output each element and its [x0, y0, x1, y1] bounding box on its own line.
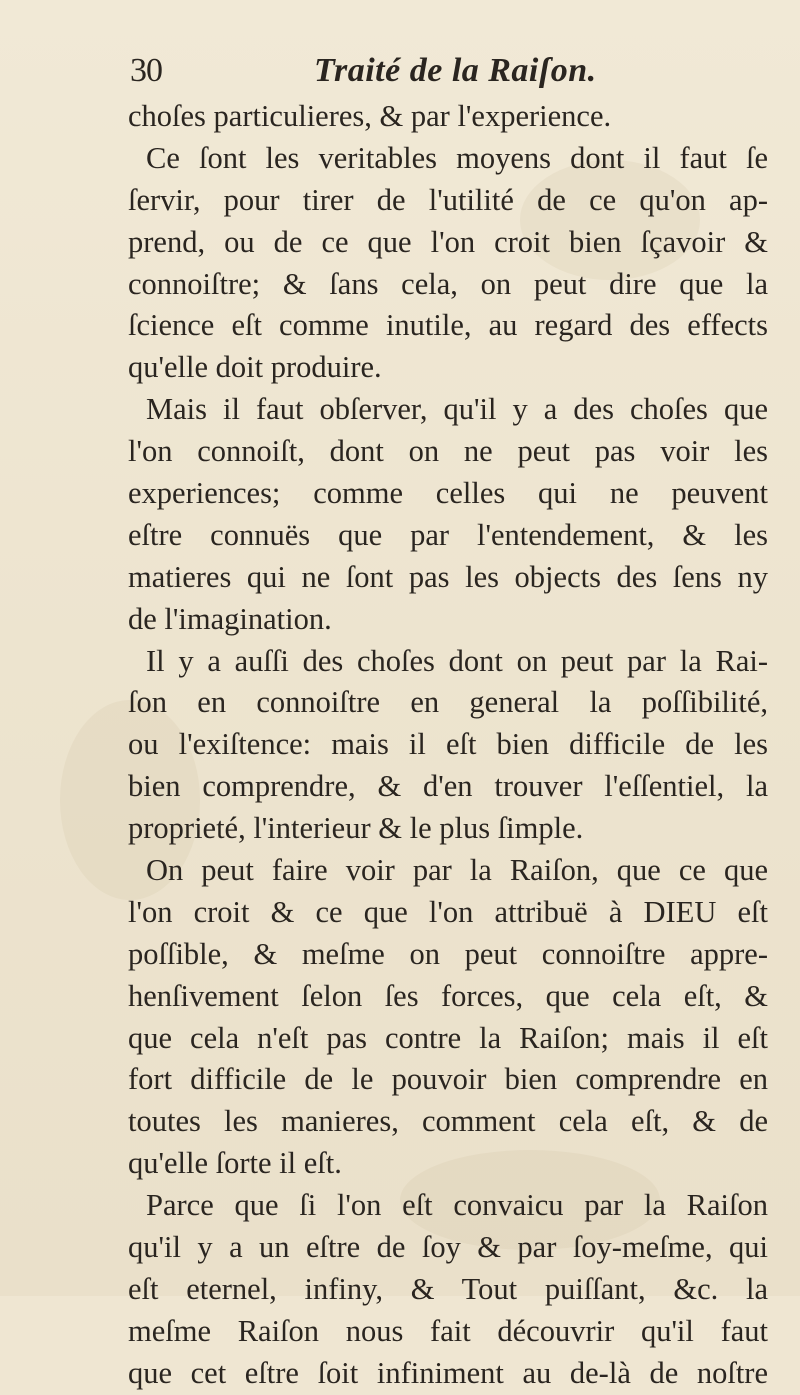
text-line: choſes particulieres, & par l'experience. [128, 99, 612, 133]
text-line: que cela n'eſt pas contre la Raiſon; mais il eſt [128, 1020, 768, 1055]
text-line: henſivement ſelon ſes forces, que cela eſt, & [128, 978, 768, 1013]
text-line: On peut faire voir par la Raiſon, que ce que [146, 853, 768, 888]
text-line: Parce que ſi l'on eſt convaicu par la Raiſon [146, 1188, 768, 1223]
text-line: Ce ſont les veritables moyens dont il faut ſe [146, 140, 768, 175]
text-line: que cet eſtre ſoit infiniment au de-là de noſtre [128, 1355, 768, 1390]
text-line: ſon en connoiſtre en general la poſſibilité, [128, 685, 768, 720]
text-line: Il y a auſſi des choſes dont on peut par la Rai- [146, 643, 768, 678]
text-line: qu'elle doit produire. [128, 350, 382, 385]
page-header [128, 50, 768, 96]
text-line: bien comprendre, & d'en trouver l'eſſentiel, la [128, 769, 768, 804]
text-line: eſtre connuës que par l'entendement, & les [128, 517, 768, 552]
text-line: ſervir, pour tirer de l'utilité de ce qu'on ap- [128, 182, 768, 217]
text-line: experiences; comme celles qui ne peuvent [128, 476, 768, 511]
text-line: fort difficile de le pouvoir bien comprendre en [128, 1062, 768, 1097]
text-line: qu'il y a un eſtre de ſoy & par ſoy-meſme, qui [128, 1230, 768, 1265]
text-line: l'on croit & ce que l'on attribuë à DIEU eſt [128, 894, 768, 929]
text-line: proprieté, l'interieur & le plus ſimple. [128, 811, 584, 846]
text-line: ou l'exiſtence: mais il eſt bien difficile de les [128, 727, 768, 762]
text-line: eſt eternel, infiny, & Tout puiſſant, &c. la [128, 1271, 768, 1306]
text-line: meſme Raiſon nous fait découvrir qu'il faut [128, 1313, 768, 1348]
text-line: de l'imagination. [128, 601, 332, 636]
text-line: ſcience eſt comme inutile, au regard des effects [128, 308, 768, 343]
text-line: Mais il faut obſerver, qu'il y a des choſes que [146, 392, 768, 427]
text-line: poſſible, & meſme on peut connoiſtre appre- [128, 936, 768, 971]
page-number: 30 [130, 52, 162, 89]
text-line: l'on connoiſt, dont on ne peut pas voir les [128, 434, 768, 469]
text-line: toutes les manieres, comment cela eſt, & de [128, 1104, 768, 1139]
text-line: prend, ou de ce que l'on croit bien ſçavoir & [128, 224, 768, 259]
text-line: qu'elle ſorte il eſt. [128, 1146, 342, 1181]
text-line: connoiſtre; & ſans cela, on peut dire que la [128, 266, 768, 301]
body-text [128, 96, 768, 1395]
running-title: Traité de la Raiſon. [314, 52, 597, 89]
text-line: matieres qui ne ſont pas les objects des ſens ny [128, 559, 768, 594]
